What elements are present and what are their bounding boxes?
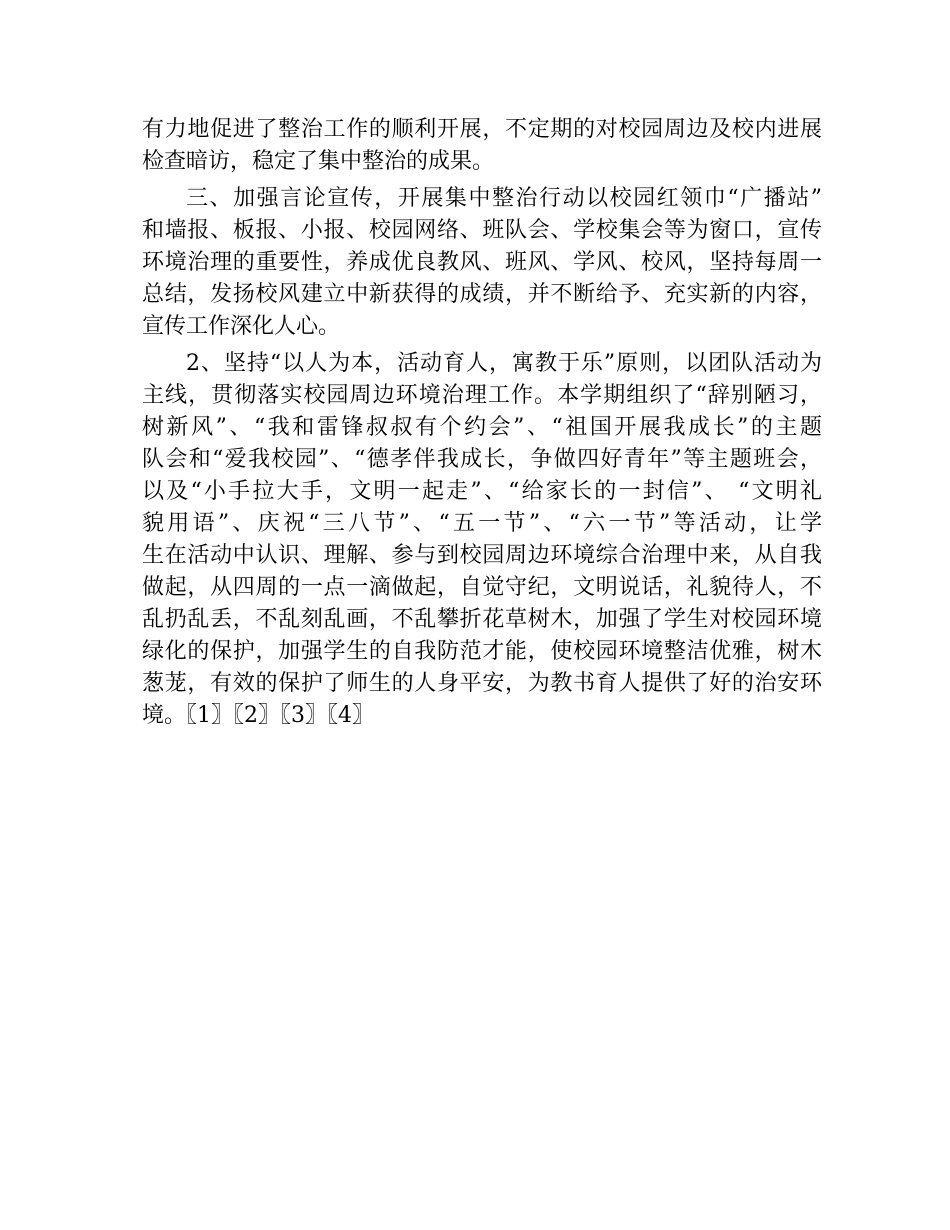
paragraph-line: 总结，发扬校风建立中新获得的成绩，并不断给予、充实新的内容， [142, 282, 822, 307]
paragraph-line: 绿化的保护，加强学生的自我防范才能，使校园环境整洁优雅，树木 [142, 639, 822, 664]
document-body [142, 114, 822, 732]
paragraph-line: 树新风”、“我和雷锋叔叔有个约会”、“祖国开展我成长”的主题 [142, 415, 822, 440]
paragraph-line: 有力地促进了整治工作的顺利开展，不定期的对校园周边及校内进展 [142, 117, 822, 142]
paragraph-3 [142, 348, 822, 732]
paragraph-line: 和墙报、板报、小报、校园网络、班队会、学校集会等为窗口，宣传 [142, 218, 822, 243]
paragraph-line: 境。〖1〗〖2〗〖3〗〖4〗 [142, 703, 374, 728]
paragraph-line: 宣传工作深化人心。 [142, 314, 341, 339]
paragraph-2 [142, 183, 822, 343]
paragraph-line: 三、加强言论宣传，开展集中整治行动以校园红领巾“广播站” [186, 186, 822, 211]
paragraph-line: 葱茏，有效的保护了师生的人身平安，为教书育人提供了好的治安环 [142, 671, 822, 696]
paragraph-line: 主线，贯彻落实校园周边环境治理工作。本学期组织了“辞别陋习， [142, 383, 822, 408]
paragraph-line: 以及“小手拉大手，文明一起走”、“给家长的一封信”、 “文明礼 [142, 479, 822, 504]
paragraph-line: 乱扔乱丢，不乱刻乱画，不乱攀折花草树木，加强了学生对校园环境 [142, 607, 822, 632]
paragraph-line: 生在活动中认识、理解、参与到校园周边环境综合治理中来，从自我 [142, 543, 822, 568]
paragraph-line: 队会和“爱我校园”、“德孝伴我成长，争做四好青年”等主题班会， [142, 447, 822, 472]
paragraph-line: 做起，从四周的一点一滴做起，自觉守纪，文明说话，礼貌待人，不 [142, 575, 822, 600]
paragraph-1 [142, 114, 822, 178]
paragraph-line: 2、坚持“以人为本，活动育人，寓教于乐”原则，以团队活动为 [186, 351, 822, 376]
paragraph-line: 检查暗访，稳定了集中整治的成果。 [142, 149, 495, 174]
paragraph-line: 貌用语”、庆祝“三八节”、“五一节”、“六一节”等活动，让学 [142, 511, 822, 536]
paragraph-line: 环境治理的重要性，养成优良教风、班风、学风、校风，坚持每周一 [142, 250, 822, 275]
